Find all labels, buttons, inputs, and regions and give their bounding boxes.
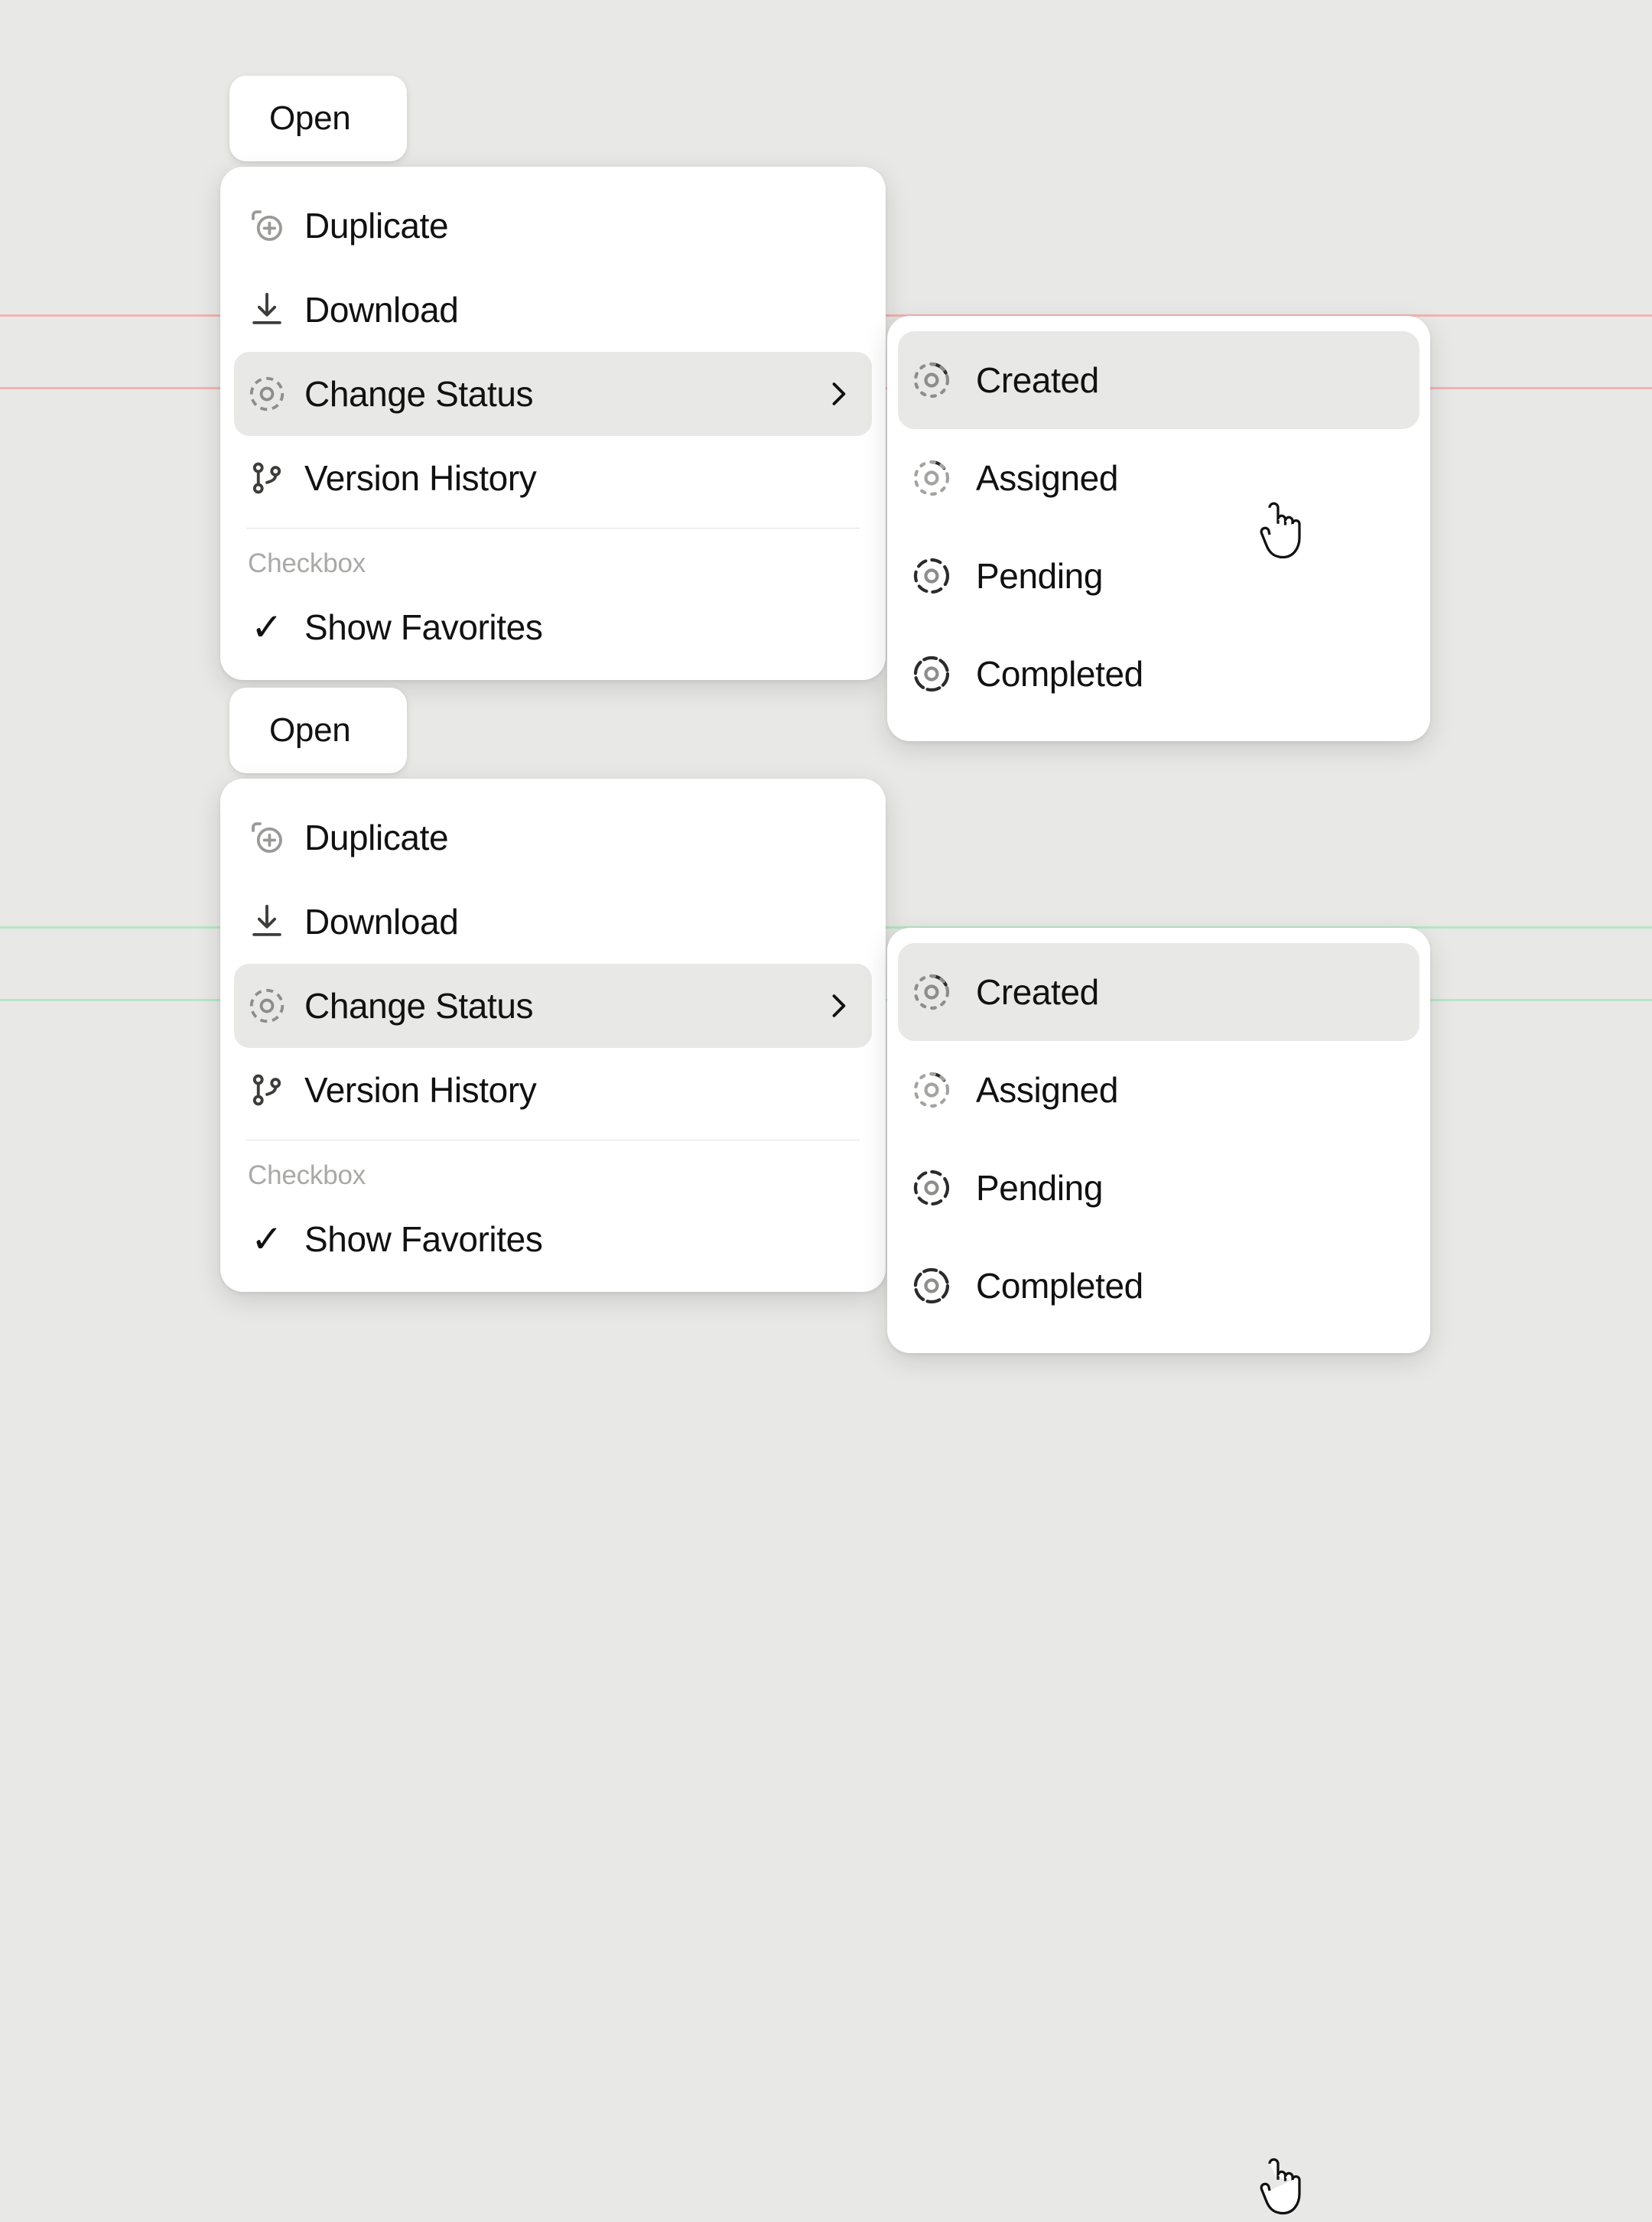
menu-item-label: Version History [304,1070,537,1110]
status-circle-icon [246,985,304,1026]
menu-item-change-status[interactable] [234,964,872,1048]
duplicate-icon [246,205,304,246]
menu-item-label: Duplicate [304,206,449,246]
submenu-item-pending[interactable] [887,1139,1430,1237]
context-menu [220,167,886,680]
status-pending-icon [910,1166,976,1209]
menu-item-label: Show Favorites [304,1219,543,1259]
status-assigned-icon [910,457,976,499]
status-created-icon [910,971,976,1013]
chevron-right-icon [821,989,855,1023]
branch-icon [246,457,304,499]
status-submenu [887,316,1430,741]
download-icon [246,901,304,942]
duplicate-icon [246,817,304,858]
status-pending-icon [910,555,976,597]
submenu-item-completed[interactable] [887,625,1430,723]
open-button[interactable] [229,688,407,773]
submenu-item-label: Assigned [976,1070,1119,1110]
submenu-item-assigned[interactable] [887,429,1430,527]
open-button[interactable] [229,76,407,161]
submenu-item-pending[interactable] [887,527,1430,625]
status-completed-icon [910,1264,976,1307]
submenu-item-created[interactable] [898,943,1419,1041]
pointer-cursor [1254,2157,1308,2218]
menu-separator [246,528,860,529]
menu-group-label: Checkbox [248,1160,366,1190]
menu-item-download[interactable] [220,880,886,964]
menu-item-label: Show Favorites [304,607,543,647]
submenu-item-label: Pending [976,1168,1104,1208]
menu-item-label: Download [304,902,459,942]
submenu-item-label: Created [976,972,1099,1012]
menu-item-duplicate[interactable] [220,795,886,880]
status-completed-icon [910,652,976,695]
chevron-right-icon [821,377,855,411]
menu-item-show-favorites[interactable] [220,1197,886,1281]
submenu-item-completed[interactable] [887,1237,1430,1335]
menu-item-change-status[interactable] [234,352,872,436]
status-submenu [887,928,1430,1353]
download-icon [246,289,304,330]
menu-item-version-history[interactable] [220,436,886,520]
menu-item-label: Duplicate [304,818,449,857]
check-icon: ✓ [251,606,283,649]
submenu-item-label: Assigned [976,458,1119,498]
status-circle-icon [246,373,304,415]
submenu-item-label: Completed [976,1266,1143,1306]
menu-item-download[interactable] [220,268,886,352]
menu-item-duplicate[interactable] [220,184,886,268]
menu-item-show-favorites[interactable] [220,585,886,669]
menu-group-label: Checkbox [248,548,366,578]
submenu-item-label: Created [976,360,1099,400]
panel-bottom [0,711,1652,1652]
menu-item-label: Change Status [304,986,534,1026]
submenu-item-label: Completed [976,654,1143,694]
check-icon: ✓ [251,1218,283,1261]
menu-item-label: Change Status [304,374,534,414]
menu-item-label: Download [304,290,459,330]
open-button-label: Open [269,711,351,749]
submenu-item-assigned[interactable] [887,1041,1430,1139]
status-created-icon [910,359,976,402]
context-menu [220,779,886,1292]
open-button-label: Open [269,99,351,137]
branch-icon [246,1069,304,1111]
menu-item-version-history[interactable] [220,1048,886,1132]
submenu-item-created[interactable] [898,331,1419,429]
menu-item-label: Version History [304,458,537,498]
status-assigned-icon [910,1069,976,1111]
submenu-item-label: Pending [976,556,1104,596]
